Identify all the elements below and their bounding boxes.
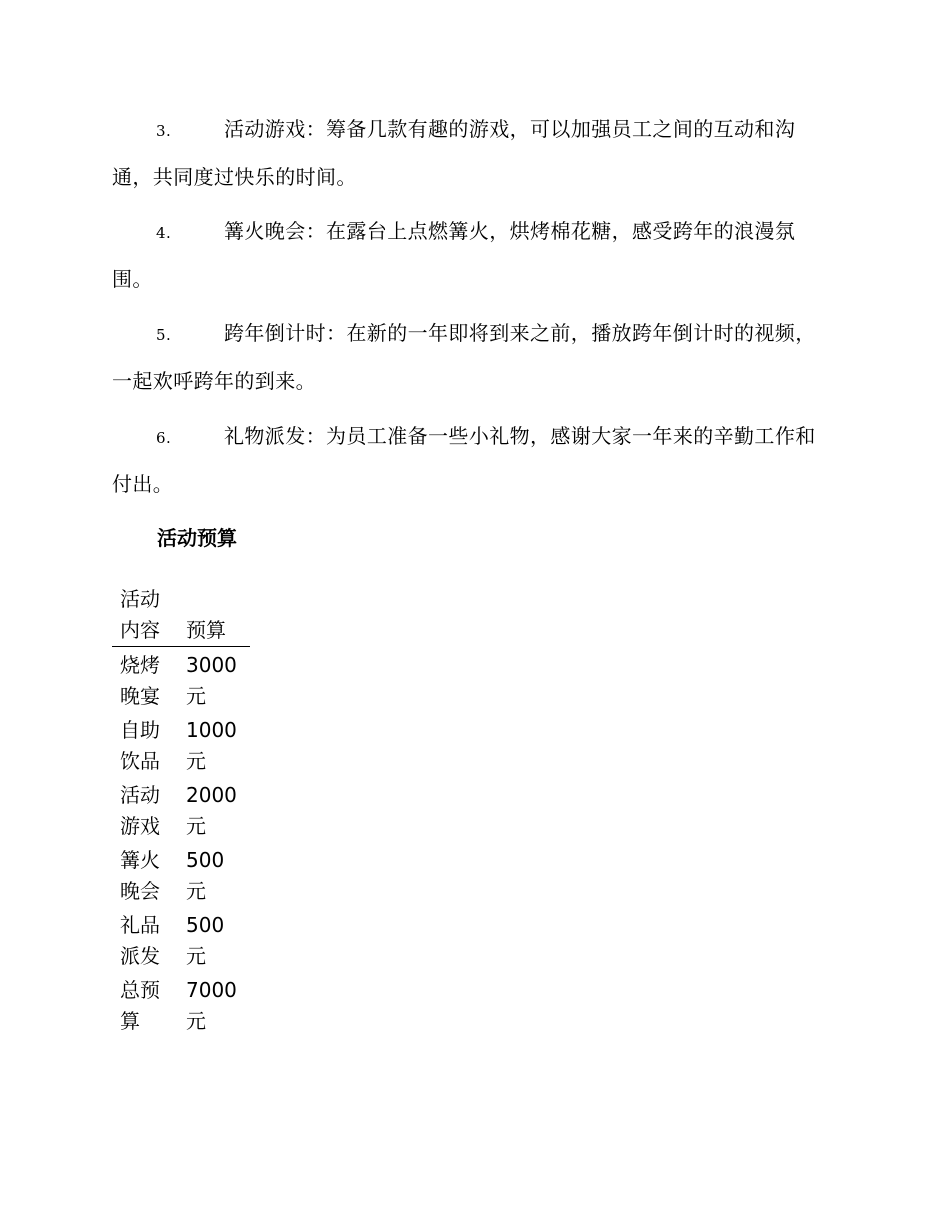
cell-text: 500 <box>186 913 225 937</box>
table-row <box>112 842 250 907</box>
header-text: 预算 <box>186 618 226 642</box>
table-row <box>112 777 250 842</box>
table-row <box>112 712 250 777</box>
budget-table <box>112 584 250 1037</box>
cell-text: 晚会 <box>120 879 160 903</box>
cell-text: 派发 <box>120 944 160 968</box>
section-title-budget: 活动预算 <box>157 526 237 550</box>
cell-text: 元 <box>186 944 206 968</box>
header-text: 内容 <box>120 618 160 642</box>
cell-amount <box>186 777 250 842</box>
item-number: 5. <box>156 326 172 344</box>
item-title: 活动游戏 <box>224 117 306 141</box>
cell-text: 2000 <box>186 783 237 807</box>
item-number: 6. <box>156 429 172 447</box>
cell-text: 元 <box>186 749 206 773</box>
item-text: 在露台上点燃篝火，烘烤棉花糖，感受跨年的浪漫氛围。 <box>112 219 796 291</box>
cell-item <box>112 842 186 907</box>
table-row <box>112 907 250 972</box>
column-header-budget <box>186 584 250 647</box>
cell-text: 1000 <box>186 718 237 742</box>
cell-text: 篝火 <box>120 848 160 872</box>
cell-text: 自助 <box>120 718 160 742</box>
table-header-row <box>112 584 250 647</box>
cell-text: 晚宴 <box>120 684 160 708</box>
cell-amount <box>186 647 250 713</box>
cell-text: 元 <box>186 1009 206 1033</box>
cell-text: 7000 <box>186 978 237 1002</box>
table-row <box>112 647 250 713</box>
cell-amount <box>186 907 250 972</box>
cell-amount <box>186 712 250 777</box>
table-row-total <box>112 972 250 1037</box>
cell-text: 烧烤 <box>120 653 160 677</box>
item-number: 3. <box>156 122 172 140</box>
cell-text: 500 <box>186 848 225 872</box>
item-title: 跨年倒计时 <box>224 321 326 345</box>
item-number: 4. <box>156 224 172 242</box>
cell-item <box>112 712 186 777</box>
cell-text: 元 <box>186 879 206 903</box>
list-item-countdown: 5. 跨年倒计时：在新的一年即将到来之前，播放跨年倒计时的视频，一起欢呼跨年的到来。 <box>112 310 834 404</box>
item-title: 礼物派发 <box>224 424 306 448</box>
cell-text: 活动 <box>120 783 160 807</box>
list-item-games: 3. 活动游戏：筹备几款有趣的游戏，可以加强员工之间的互动和沟通，共同度过快乐的时间。 <box>112 106 834 200</box>
cell-item <box>112 647 186 713</box>
cell-item <box>112 972 186 1037</box>
cell-text: 算 <box>120 1009 140 1033</box>
cell-text: 元 <box>186 684 206 708</box>
cell-amount <box>186 842 250 907</box>
cell-text: 饮品 <box>120 749 160 773</box>
cell-amount <box>186 972 250 1037</box>
cell-text: 游戏 <box>120 814 160 838</box>
cell-text: 3000 <box>186 653 237 677</box>
cell-item <box>112 907 186 972</box>
item-text: 筹备几款有趣的游戏，可以加强员工之间的互动和沟通，共同度过快乐的时间。 <box>112 117 796 189</box>
column-header-item <box>112 584 186 647</box>
item-title: 篝火晚会 <box>224 219 306 243</box>
item-text: 为员工准备一些小礼物，感谢大家一年来的辛勤工作和付出。 <box>112 424 816 496</box>
cell-text: 元 <box>186 814 206 838</box>
list-item-gifts: 6. 礼物派发：为员工准备一些小礼物，感谢大家一年来的辛勤工作和付出。 <box>112 413 834 507</box>
cell-text: 礼品 <box>120 913 160 937</box>
list-item-bonfire: 4. 篝火晚会：在露台上点燃篝火，烘烤棉花糖，感受跨年的浪漫氛围。 <box>112 208 834 302</box>
cell-item <box>112 777 186 842</box>
cell-text: 总预 <box>120 978 160 1002</box>
item-text: 在新的一年即将到来之前，播放跨年倒计时的视频，一起欢呼跨年的到来。 <box>112 321 816 393</box>
header-text: 活动 <box>120 587 160 611</box>
